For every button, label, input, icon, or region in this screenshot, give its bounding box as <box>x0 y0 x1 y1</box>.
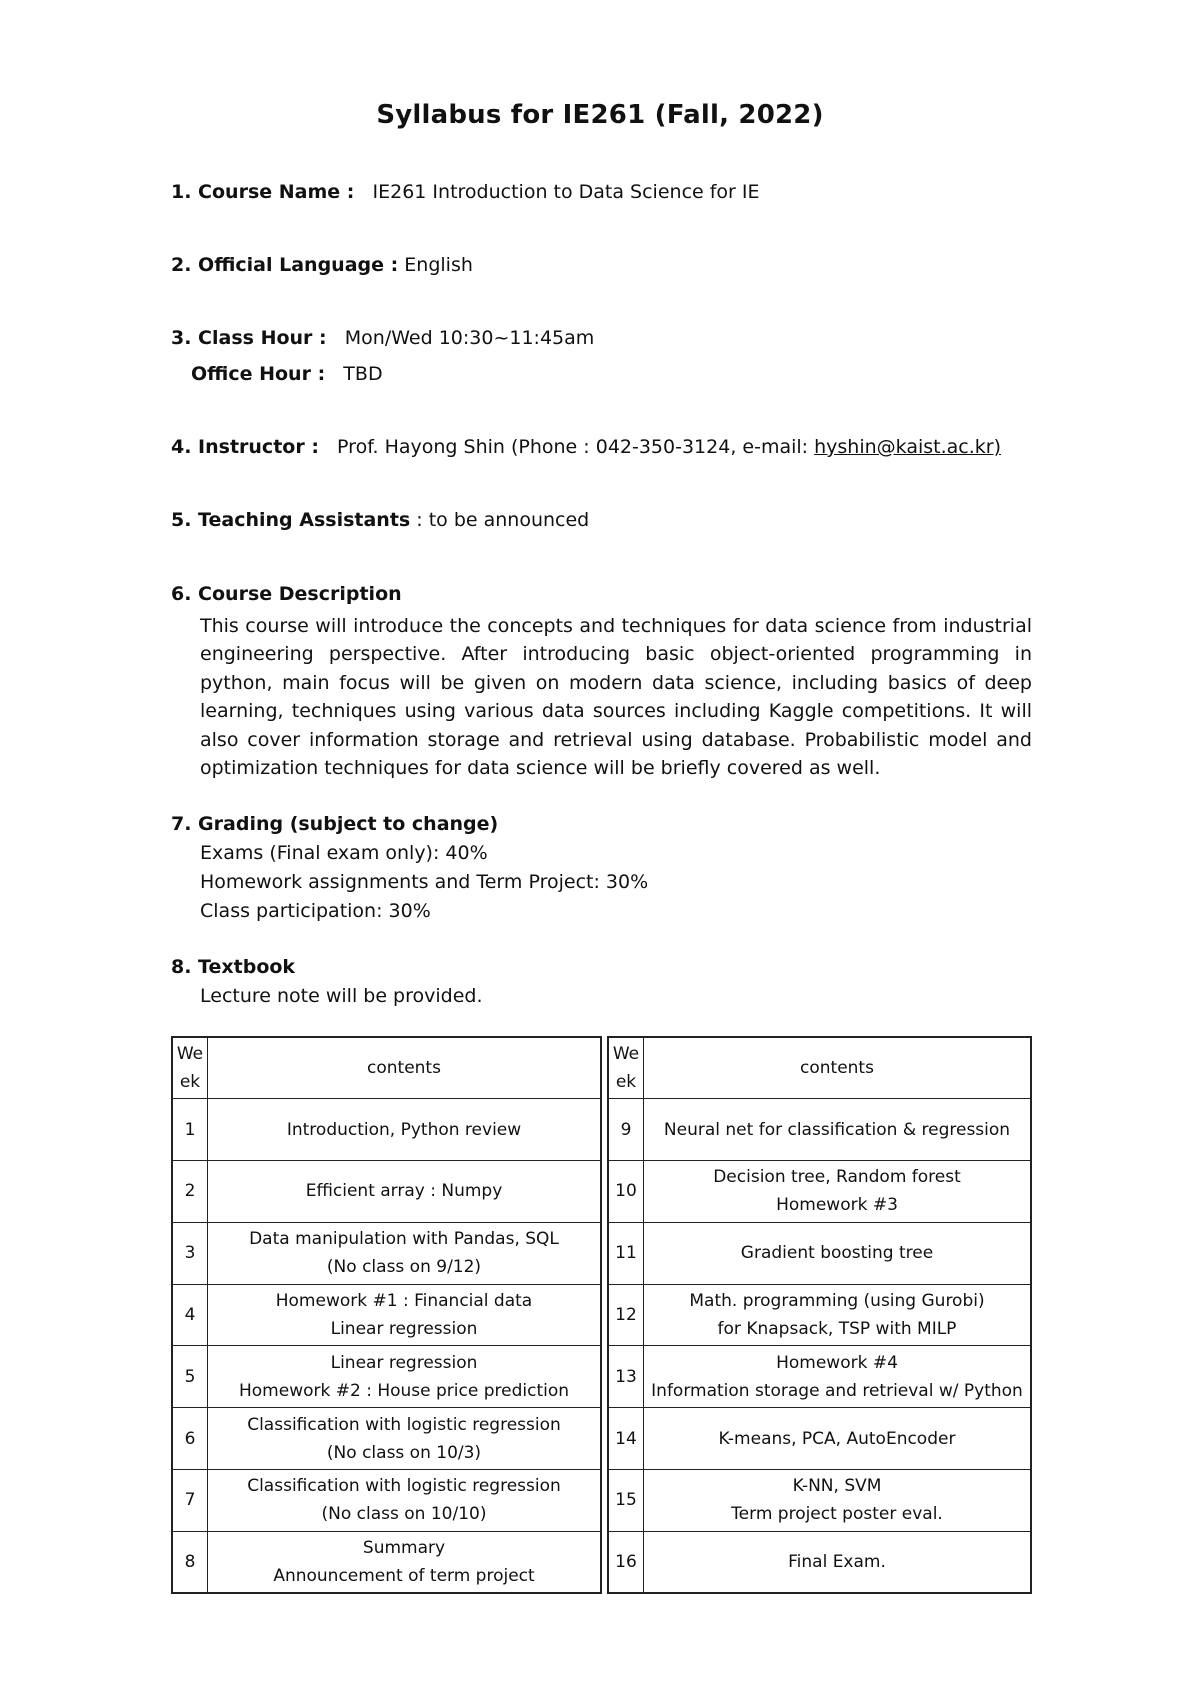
contents-line: Linear regression <box>330 1352 478 1373</box>
grading-item: Exams (Final exam only): 40% <box>200 842 488 864</box>
contents-cell <box>208 1408 602 1470</box>
office-hour-row <box>191 360 383 388</box>
contents-cell <box>208 1222 602 1284</box>
contents-cell <box>644 1408 1032 1470</box>
week-cell: 16 <box>608 1531 644 1593</box>
contents-cell <box>208 1099 602 1161</box>
course-name-row <box>171 178 760 206</box>
contents-header: contents <box>208 1037 602 1099</box>
course-description-text: This course will introduce the concepts and techniques for data science from industrial engineering perspective. After introducing basic object-oriented programming in python, main focus will be given on modern data science, including basics of deep learning, techniques using various data sources including Kaggle competitions. It will also cover information storage and retrieval using database. Probabilistic model and optimization techniques for data science will be briefly covered as well. <box>200 615 1032 780</box>
language-value: English <box>404 254 473 276</box>
table-row <box>172 1470 601 1532</box>
week-cell: 2 <box>172 1161 208 1223</box>
teaching-assistants-row <box>171 506 589 534</box>
week-cell: 12 <box>608 1284 644 1346</box>
week-cell: 7 <box>172 1470 208 1532</box>
contents-line: Data manipulation with Pandas, SQL <box>249 1229 559 1250</box>
contents-line: K-means, PCA, AutoEncoder <box>718 1428 956 1449</box>
table-row <box>608 1161 1031 1223</box>
table-row <box>172 1222 601 1284</box>
contents-line: Information storage and retrieval w/ Python <box>651 1380 1023 1401</box>
table-row <box>608 1470 1031 1532</box>
contents-line: Neural net for classification & regression <box>663 1119 1011 1140</box>
table-row <box>608 1408 1031 1470</box>
contents-cell <box>644 1346 1032 1408</box>
contents-cell <box>644 1099 1032 1161</box>
contents-line: Linear regression <box>330 1319 478 1340</box>
table-row <box>172 1346 601 1408</box>
week-cell: 9 <box>608 1099 644 1161</box>
grading-label: 7. Grading (subject to change) <box>171 813 499 835</box>
class-hour-value: Mon/Wed 10:30~11:45am <box>344 327 595 349</box>
contents-line: Efficient array : Numpy <box>305 1181 503 1202</box>
table-row <box>172 1161 601 1223</box>
course-name-value: IE261 Introduction to Data Science for IE <box>372 181 760 203</box>
contents-line: K-NN, SVM <box>792 1476 882 1497</box>
table-row <box>608 1222 1031 1284</box>
contents-line: for Knapsack, TSP with MILP <box>717 1319 957 1340</box>
contents-line: Homework #1 : Financial data <box>275 1291 533 1312</box>
week-cell: 14 <box>608 1408 644 1470</box>
grading-heading <box>171 810 498 838</box>
office-hour-value: TBD <box>343 363 383 385</box>
contents-line: Classification with logistic regression <box>247 1476 561 1497</box>
course-description-label: 6. Course Description <box>171 583 402 605</box>
table-row <box>172 1284 601 1346</box>
contents-line: (No class on 10/10) <box>321 1504 487 1525</box>
table-header-row <box>608 1037 1031 1099</box>
table-row <box>172 1531 601 1593</box>
textbook-label: 8. Textbook <box>171 956 296 978</box>
contents-line: Introduction, Python review <box>286 1119 522 1140</box>
week-header: We ek <box>608 1037 644 1099</box>
contents-line: (No class on 10/3) <box>326 1442 482 1463</box>
contents-cell <box>644 1531 1032 1593</box>
contents-line: Math. programming (using Gurobi) <box>689 1291 985 1312</box>
grading-item: Homework assignments and Term Project: 30% <box>200 871 649 893</box>
schedule-table-right <box>607 1036 1032 1594</box>
table-row <box>172 1099 601 1161</box>
textbook-heading <box>171 953 295 981</box>
contents-line: Summary <box>362 1538 446 1559</box>
contents-line: Homework #3 <box>776 1195 898 1216</box>
contents-line: Gradient boosting tree <box>740 1243 934 1264</box>
contents-line: Final Exam. <box>788 1552 886 1573</box>
contents-header: contents <box>644 1037 1032 1099</box>
language-row <box>171 251 473 279</box>
week-header: We ek <box>172 1037 208 1099</box>
class-hour-label: 3. Class Hour : <box>171 327 327 349</box>
contents-line: Homework #4 <box>776 1352 898 1373</box>
teaching-assistants-value: : to be announced <box>410 509 590 531</box>
class-hour-row <box>171 324 594 352</box>
contents-cell <box>208 1284 602 1346</box>
contents-line: Homework #2 : House price prediction <box>238 1380 570 1401</box>
instructor-row <box>171 433 1001 461</box>
table-row <box>608 1284 1031 1346</box>
table-header-row <box>172 1037 601 1099</box>
contents-cell <box>208 1346 602 1408</box>
contents-cell <box>644 1161 1032 1223</box>
contents-line: Classification with logistic regression <box>247 1414 561 1435</box>
language-label: 2. Official Language : <box>171 254 399 276</box>
instructor-email-link[interactable]: hyshin@kaist.ac.kr) <box>814 436 1001 458</box>
textbook-value: Lecture note will be provided. <box>200 985 483 1007</box>
week-cell: 3 <box>172 1222 208 1284</box>
week-cell: 10 <box>608 1161 644 1223</box>
contents-cell <box>644 1284 1032 1346</box>
week-cell: 8 <box>172 1531 208 1593</box>
contents-cell <box>208 1531 602 1593</box>
table-row <box>608 1531 1031 1593</box>
contents-line: Term project poster eval. <box>731 1504 943 1525</box>
table-row <box>172 1408 601 1470</box>
week-cell: 13 <box>608 1346 644 1408</box>
course-name-label: 1. Course Name : <box>171 181 355 203</box>
contents-line: Decision tree, Random forest <box>713 1167 961 1188</box>
table-row <box>608 1346 1031 1408</box>
schedule-table-left <box>171 1036 602 1594</box>
contents-cell <box>208 1161 602 1223</box>
instructor-label: 4. Instructor : <box>171 436 319 458</box>
office-hour-label: Office Hour : <box>191 363 326 385</box>
week-cell: 4 <box>172 1284 208 1346</box>
teaching-assistants-label: 5. Teaching Assistants <box>171 509 411 531</box>
page-title: Syllabus for IE261 (Fall, 2022) <box>376 100 824 130</box>
contents-cell <box>208 1470 602 1532</box>
week-cell: 5 <box>172 1346 208 1408</box>
contents-line: Announcement of term project <box>273 1566 535 1587</box>
course-description-heading <box>171 580 402 608</box>
table-row <box>608 1099 1031 1161</box>
grading-item: Class participation: 30% <box>200 900 431 922</box>
contents-line: (No class on 9/12) <box>326 1257 482 1278</box>
week-cell: 6 <box>172 1408 208 1470</box>
week-cell: 11 <box>608 1222 644 1284</box>
contents-cell <box>644 1222 1032 1284</box>
week-cell: 15 <box>608 1470 644 1532</box>
instructor-value: Prof. Hayong Shin (Phone : 042-350-3124, e-mail: <box>337 436 815 458</box>
week-cell: 1 <box>172 1099 208 1161</box>
contents-cell <box>644 1470 1032 1532</box>
